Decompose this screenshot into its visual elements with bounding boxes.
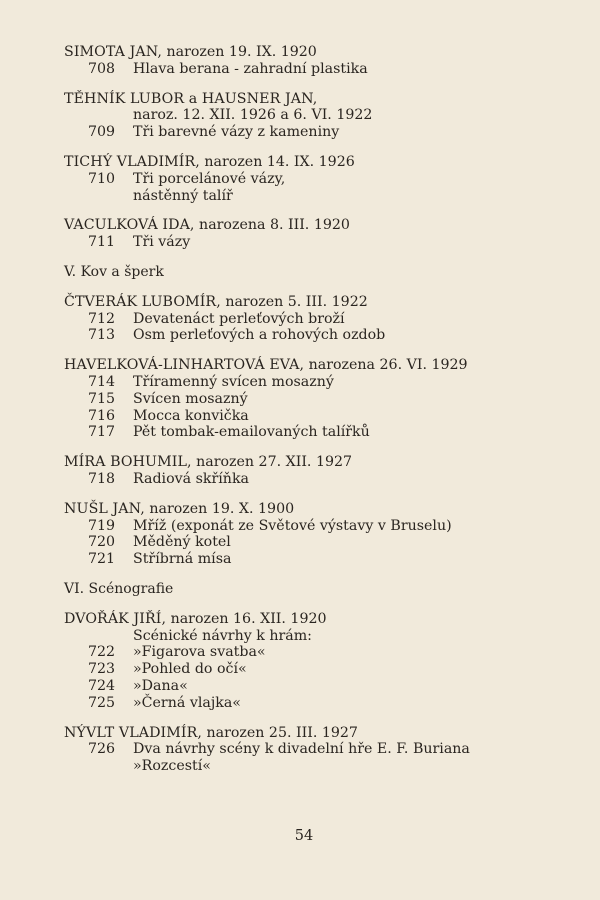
item-title: Pět tombak-emailovaných talířků bbox=[133, 424, 370, 441]
list-item bbox=[64, 518, 564, 535]
artist-name: DVOŘÁK JIŘÍ, bbox=[64, 610, 167, 627]
item-title: Stříbrná mísa bbox=[133, 551, 232, 568]
entry-tichy bbox=[64, 154, 564, 204]
entry-ctverak bbox=[64, 294, 564, 344]
item-title: »Černá vlajka« bbox=[133, 694, 241, 711]
item-number: 714 bbox=[88, 373, 116, 390]
item-number: 710 bbox=[88, 170, 116, 187]
artist-info: narozen 25. III. 1927 bbox=[201, 724, 358, 741]
item-title: Tři porcelánové vázy, bbox=[133, 170, 286, 187]
section-heading-scenography: VI. Scénografie bbox=[64, 580, 174, 597]
list-item bbox=[64, 408, 564, 425]
item-title: Hlava berana - zahradní plastika bbox=[133, 60, 368, 77]
list-item bbox=[64, 644, 564, 661]
list-item bbox=[64, 424, 564, 441]
artist-info: narozena 26. VI. 1929 bbox=[304, 357, 468, 374]
section-heading-metal-jewellery: V. Kov a šperk bbox=[64, 263, 164, 280]
item-number: 717 bbox=[88, 424, 116, 441]
item-number: 726 bbox=[88, 741, 116, 758]
item-title: Devatenáct perleťových broží bbox=[133, 310, 345, 327]
entry-nyvlt bbox=[64, 725, 564, 775]
item-number: 725 bbox=[88, 694, 116, 711]
item-number: 722 bbox=[88, 644, 116, 661]
item-number: 716 bbox=[88, 407, 116, 424]
artist-info: narozen 5. III. 1922 bbox=[220, 293, 368, 310]
item-title: »Figarova svatba« bbox=[133, 644, 266, 661]
list-item bbox=[64, 534, 564, 551]
list-item bbox=[64, 327, 564, 344]
artist-name: NÝVLT VLADIMÍR, bbox=[64, 724, 202, 741]
item-number: 715 bbox=[88, 390, 116, 407]
item-number: 723 bbox=[88, 661, 116, 678]
artist-name: VACULKOVÁ IDA, bbox=[64, 217, 195, 234]
list-item bbox=[64, 678, 564, 695]
catalog-page bbox=[64, 44, 564, 788]
entry-havelkova-linhartova bbox=[64, 357, 564, 441]
item-title: Mocca konvička bbox=[133, 407, 249, 424]
artist-name: NUŠL JAN, bbox=[64, 500, 145, 517]
artist-info: narozen 19. IX. 1920 bbox=[161, 44, 317, 60]
artist-info: narozen 16. XII. 1920 bbox=[166, 610, 327, 627]
artist-name: TĚHNÍK LUBOR a HAUSNER JAN, bbox=[64, 90, 318, 107]
entry-simota bbox=[64, 44, 564, 78]
item-title: Tříramenný svícen mosazný bbox=[133, 373, 334, 390]
list-item bbox=[64, 124, 564, 141]
item-title: Osm perleťových a rohových ozdob bbox=[133, 327, 386, 344]
list-item bbox=[64, 661, 564, 678]
artist-info: narozen 27. XII. 1927 bbox=[191, 454, 353, 471]
item-number: 711 bbox=[88, 234, 116, 251]
list-item bbox=[64, 471, 564, 488]
item-number: 708 bbox=[88, 60, 116, 77]
list-item bbox=[64, 311, 564, 328]
item-number: 713 bbox=[88, 327, 116, 344]
item-number: 712 bbox=[88, 310, 116, 327]
artist-info: narozen 14. IX. 1926 bbox=[199, 153, 355, 170]
list-item bbox=[64, 61, 564, 78]
item-title: Tři barevné vázy z kameniny bbox=[133, 124, 340, 141]
item-number: 718 bbox=[88, 470, 116, 487]
entry-mira bbox=[64, 454, 564, 488]
list-item bbox=[64, 171, 564, 188]
item-title: Mříž (exponát ze Světové výstavy v Bruselu) bbox=[133, 517, 452, 534]
entry-dvorak bbox=[64, 611, 564, 712]
list-item bbox=[64, 374, 564, 391]
artist-info: narozen 19. X. 1900 bbox=[144, 500, 295, 517]
page-number: 54 bbox=[294, 828, 314, 844]
list-item bbox=[64, 695, 564, 712]
list-item bbox=[64, 391, 564, 408]
artist-name: ČTVERÁK LUBOMÍR, bbox=[64, 293, 221, 310]
item-number: 719 bbox=[88, 517, 116, 534]
entry-tehnik-hausner bbox=[64, 91, 564, 141]
item-number: 721 bbox=[88, 551, 116, 568]
item-title: Měděný kotel bbox=[133, 534, 231, 551]
list-item bbox=[64, 551, 564, 568]
artist-name: MÍRA BOHUMIL, bbox=[64, 454, 192, 471]
item-title: Dva návrhy scény k divadelní hře E. F. Buriana bbox=[133, 741, 470, 758]
item-number: 709 bbox=[88, 124, 116, 141]
list-item bbox=[64, 234, 564, 251]
artist-info: narozena 8. III. 1920 bbox=[194, 217, 350, 234]
list-item bbox=[64, 741, 564, 758]
item-title-continued: nástěnný talíř bbox=[133, 187, 233, 204]
item-title: Tři vázy bbox=[133, 234, 191, 251]
item-title-continued: »Rozcestí« bbox=[133, 758, 211, 775]
item-title: »Pohled do očí« bbox=[133, 661, 247, 678]
artist-info: naroz. 12. XII. 1926 a 6. VI. 1922 bbox=[133, 107, 373, 124]
item-number: 720 bbox=[88, 534, 116, 551]
artist-name: SIMOTA JAN, bbox=[64, 44, 162, 60]
artist-name: HAVELKOVÁ-LINHARTOVÁ EVA, bbox=[64, 357, 305, 374]
item-group-note: Scénické návrhy k hrám: bbox=[133, 627, 312, 644]
artist-name: TICHÝ VLADIMÍR, bbox=[64, 153, 200, 170]
entry-vaculkova bbox=[64, 217, 564, 251]
item-title: Svícen mosazný bbox=[133, 390, 248, 407]
item-title: Radiová skříňka bbox=[133, 470, 250, 487]
item-number: 724 bbox=[88, 677, 116, 694]
entry-nusl bbox=[64, 501, 564, 568]
item-title: »Dana« bbox=[133, 677, 188, 694]
